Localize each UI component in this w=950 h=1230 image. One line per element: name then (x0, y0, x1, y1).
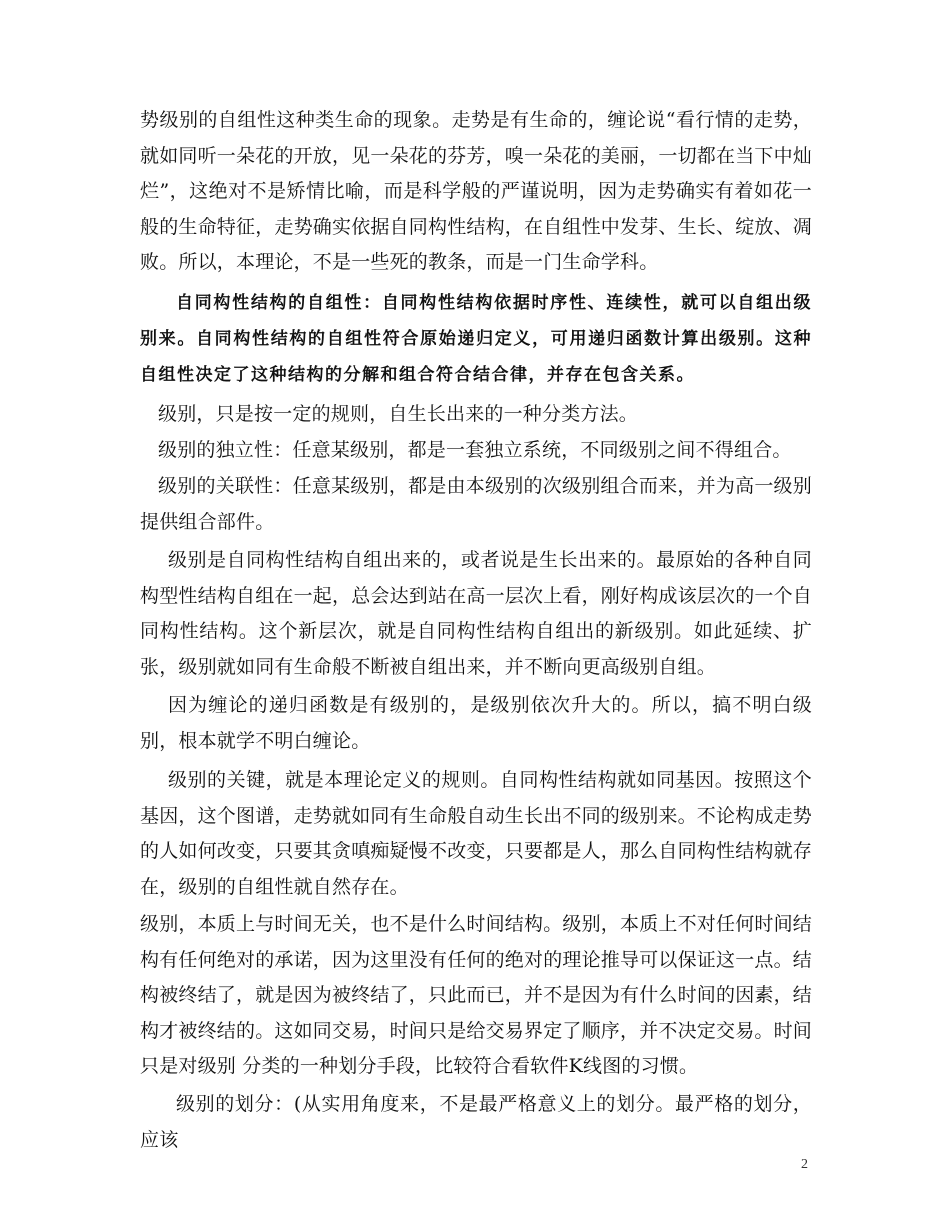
paragraph-level-definition: 级别，只是按一定的规则，自生长出来的一种分类方法。 (158, 403, 639, 425)
paragraph-level-key: 级别的关键，就是本理论定义的规则。自同构性结构就如同基因。按照这个基因，这个图谱，走势就如同有生命般自动生长出不同的级别来。不论构成走势的人如何改变，只要其贪嗔痴疑慢不改变，只要都是人，那么自同构性结构就存在，级别的自组性就自然存在。 (140, 769, 813, 898)
paragraph-level-division: 级别的划分：(从实用角度来，不是最严格意义上的划分。最严格的划分，应该 (140, 1093, 812, 1151)
paragraph-recursive-function: 因为缠论的递归函数是有级别的，是级别依次升大的。所以，搞不明白级别，根本就学不明白缠论。 (140, 694, 812, 752)
paragraph-level-growth: 级别是自同构性结构自组出来的，或者说是生长出来的。最原始的各种自同构型性结构自组在一起，总会达到站在高一层次上看，刚好构成该层次的一个自同构性结构。这个新层次，就是自同构性结构自组出的新级别。如此延续、扩张，级别就如同有生命般不断被自组出来，并不断向更高级别自组。 (140, 549, 813, 678)
paragraph-level-and-time: 级别，本质上与时间无关，也不是什么时间结构。级别，本质上不对任何时间结构有任何绝对的承诺，因为这里没有任何的绝对的理论推导可以保证这一点。结构被终结了，就是因为被终结了，只此而已，并不是因为有什么时间的因素，结构才被终结的。这如同交易，时间只是给交易界定了顺序，并不决定交易。时间只是对级别 分类的一种划分手段，比较符合看软件K线图的习惯。 (140, 913, 813, 1078)
page-number: 2 (801, 1157, 808, 1172)
paragraph-level-independence: 级别的独立性：任意某级别，都是一套独立系统，不同级别之间不得组合。 (158, 439, 792, 461)
paragraph-life-of-trend: 势级别的自组性这种类生命的现象。走势是有生命的，缠论说“看行情的走势， 就如同听一朵花的开放，见一朵花的芬芳，嗅一朵花的美丽，一切都在当下中灿烂”，这绝对不是矫情比喻，而是科学般的严谨说明，因为走势确实有着如花一般的生命特征，走势确实依据自同构性结构，在自组性中发芽、生长、绽放、凋败。所以，本理论，不是一些死的教条，而是一门生命学科。 (140, 109, 813, 274)
paragraph-level-relation: 级别的关联性：任意某级别，都是由本级别的次级别组合而来，并为高一级别提供组合部件。 (140, 475, 812, 533)
paragraph-self-organization-definition: 自同构性结构的自组性：自同构性结构依据时序性、连续性，就可以自组出级别来。自同构性结构的自组性符合原始递归定义，可用递归函数计算出级别。这种自组性决定了这种结构的分解和组合符合结合律，并存在包含关系。 (140, 293, 812, 385)
